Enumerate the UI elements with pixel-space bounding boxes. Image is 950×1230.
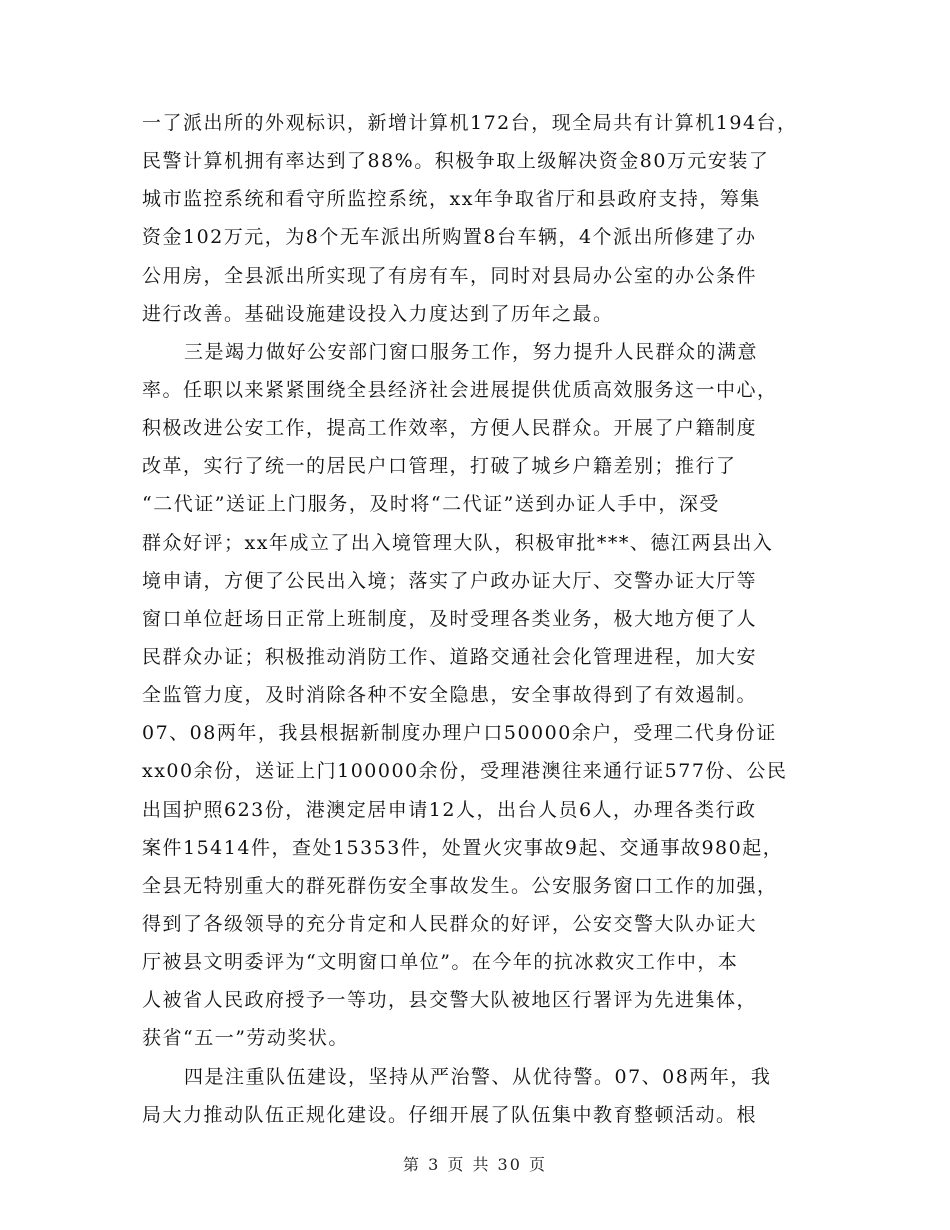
text-line: 公用房，全县派出所实现了有房有车，同时对县局办公室的办公条件	[142, 264, 758, 287]
text-line: 境申请，方便了公民出入境；落实了户政办证大厅、交警办证大厅等	[142, 569, 758, 592]
text-line: 民警计算机拥有率达到了88%。积极争取上级解决资金80万元安装了	[142, 150, 770, 173]
text-line: 07、08两年，我县根据新制度办理户口50000余户，受理二代身份证	[142, 722, 777, 745]
body-text	[142, 104, 822, 1134]
text-line: 厅被县文明委评为“文明窗口单位”。在今年的抗冰救灾工作中，本	[142, 951, 739, 974]
text-line: “二代证”送证上门服务，及时将“二代证”送到办证人手中，深受	[142, 493, 720, 516]
text-line: 获省“五一”劳动奖状。	[142, 1027, 349, 1050]
text-line: 积极改进公安工作，提高工作效率，方便人民群众。开展了户籍制度	[142, 417, 758, 440]
text-line: 全监管力度，及时消除各种不安全隐患，安全事故得到了有效遏制。	[142, 684, 758, 707]
text-line: xx00余份，送证上门100000余份，受理港澳往来通行证577份、公民	[142, 760, 788, 783]
text-line: 得到了各级领导的充分肯定和人民群众的好评，公安交警大队办证大	[142, 912, 758, 935]
paragraph-start-line: 四是注重队伍建设，坚持从严治警、从优待警。07、08两年，我	[184, 1065, 772, 1088]
text-line: 案件15414件，查处15353件，处置火灾事故9起、交通事故980起，	[142, 836, 784, 859]
text-line: 人被省人民政府授予一等功，县交警大队被地区行署评为先进集体，	[142, 989, 758, 1012]
text-line: 资金102万元，为8个无车派出所购置8台车辆，4个派出所修建了办	[142, 226, 757, 249]
text-line: 局大力推动队伍正规化建设。仔细开展了队伍集中教育整顿活动。根	[142, 1103, 758, 1126]
text-line: 率。任职以来紧紧围绕全县经济社会进展提供优质高效服务这一中心，	[142, 378, 778, 401]
page-number-footer: 第 3 页 共 30 页	[403, 1155, 547, 1174]
text-line: 民群众办证；积极推动消防工作、道路交通社会化管理进程，加大安	[142, 645, 758, 668]
text-line: 改革，实行了统一的居民户口管理，打破了城乡户籍差别；推行了	[142, 455, 737, 478]
text-line: 群众好评；xx年成立了出入境管理大队，积极审批***、德江两县出入	[142, 531, 774, 554]
text-line: 出国护照623份，港澳定居申请12人，出台人员6人，办理各类行政	[142, 798, 757, 821]
text-line: 进行改善。基础设施建设投入力度达到了历年之最。	[142, 302, 614, 325]
text-line: 一了派出所的外观标识，新增计算机172台，现全局共有计算机194台，	[142, 112, 798, 134]
text-line: 窗口单位赶场日正常上班制度，及时受理各类业务，极大地方便了人	[142, 607, 758, 630]
text-line: 城市监控系统和看守所监控系统，xx年争取省厅和县政府支持，筹集	[142, 188, 761, 211]
paragraph-start-line: 三是竭力做好公安部门窗口服务工作，努力提升人民群众的满意	[184, 340, 759, 363]
text-line: 全县无特别重大的群死群伤安全事故发生。公安服务窗口工作的加强，	[142, 874, 778, 897]
